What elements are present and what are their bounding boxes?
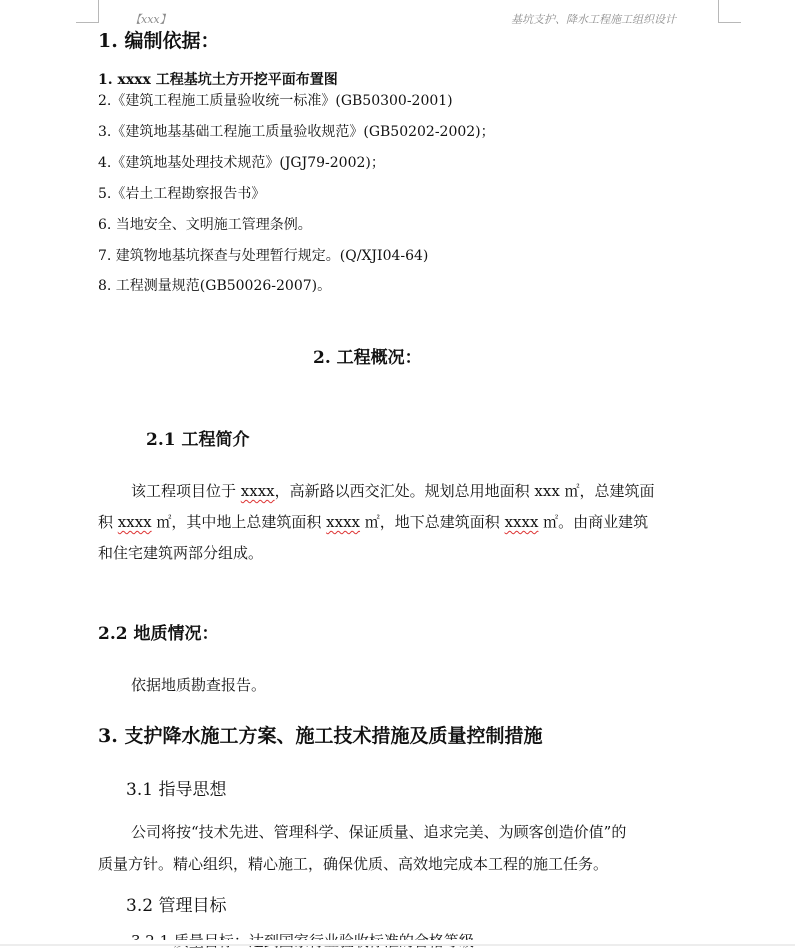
text-run-spellcheck: xxxx	[326, 513, 361, 531]
section2-1-paragraph-line-2	[98, 515, 648, 530]
section2-1-paragraph-line-3: 和住宅建筑两部分组成。	[98, 544, 264, 562]
section1-item-2: 2.《建筑工程施工质量验收统一标准》(GB50300-2001)	[98, 93, 453, 109]
section1-item-5: 5.《岩土工程勘察报告书》	[98, 186, 266, 202]
text-run-spellcheck: xxxx	[117, 513, 152, 531]
header-right: 基坑支护、降水工程施工组织设计	[511, 13, 676, 26]
section1-item-3: 3.《建筑地基基础工程施工质量验收规范》(GB50202-2002)；	[98, 124, 495, 140]
text-run: 积	[98, 513, 118, 531]
text-run: ㎡。由商业建筑	[538, 513, 649, 531]
text-run-spellcheck: xxxx	[240, 482, 275, 500]
section2-1-paragraph-line-1	[131, 484, 655, 499]
section1-title: 1. 编制依据：	[98, 30, 220, 52]
section2-1-title: 2.1 工程简介	[146, 430, 250, 450]
text-run: ㎡，地下总建筑面积	[360, 513, 505, 531]
section1-item-7: 7. 建筑物地基坑探查与处理暂行规定。(Q/XJI04-64)	[98, 248, 429, 264]
section3-1-paragraph-line-1: 公司将按“技术先进、管理科学、保证质量、追求完美、为顾客创造价值”的	[131, 823, 627, 841]
section3-1-title: 3.1 指导思想	[126, 780, 227, 800]
section1-item-6: 6. 当地安全、文明施工管理条例。	[98, 217, 312, 233]
text-run: 该工程项目位于	[131, 482, 241, 500]
section3-2-title: 3.2 管理目标	[126, 896, 227, 916]
section3-title: 3. 支护降水施工方案、施工技术措施及质量控制措施	[98, 725, 543, 747]
section1-item-1: 1. xxxx 工程基坑土方开挖平面布置图	[98, 72, 338, 88]
page-corner-mark-top-right	[718, 0, 741, 23]
text-run-spellcheck: xxxx	[504, 513, 539, 531]
section3-1-paragraph-line-2: 质量方针。精心组织，精心施工，确保优质、高效地完成本工程的施工任务。	[98, 855, 609, 873]
section1-item-8: 8. 工程测量规范(GB50026-2007)。	[98, 278, 332, 294]
section1-item-4: 4.《建筑地基处理技术规范》(JGJ79-2002)；	[98, 155, 385, 171]
text-run: ㎡，其中地上总建筑面积	[151, 513, 327, 531]
header-left: 【xxx】	[130, 13, 171, 26]
section2-2-title: 2.2 地质情况：	[98, 624, 219, 644]
page-corner-mark-top-left	[76, 0, 99, 23]
section2-title: 2. 工程概况：	[313, 348, 422, 368]
text-run: ，高新路以西交汇处。规划总用地面积 xxx ㎡，总建筑面	[274, 482, 655, 500]
section2-2-paragraph: 依据地质勘查报告。	[131, 676, 267, 694]
